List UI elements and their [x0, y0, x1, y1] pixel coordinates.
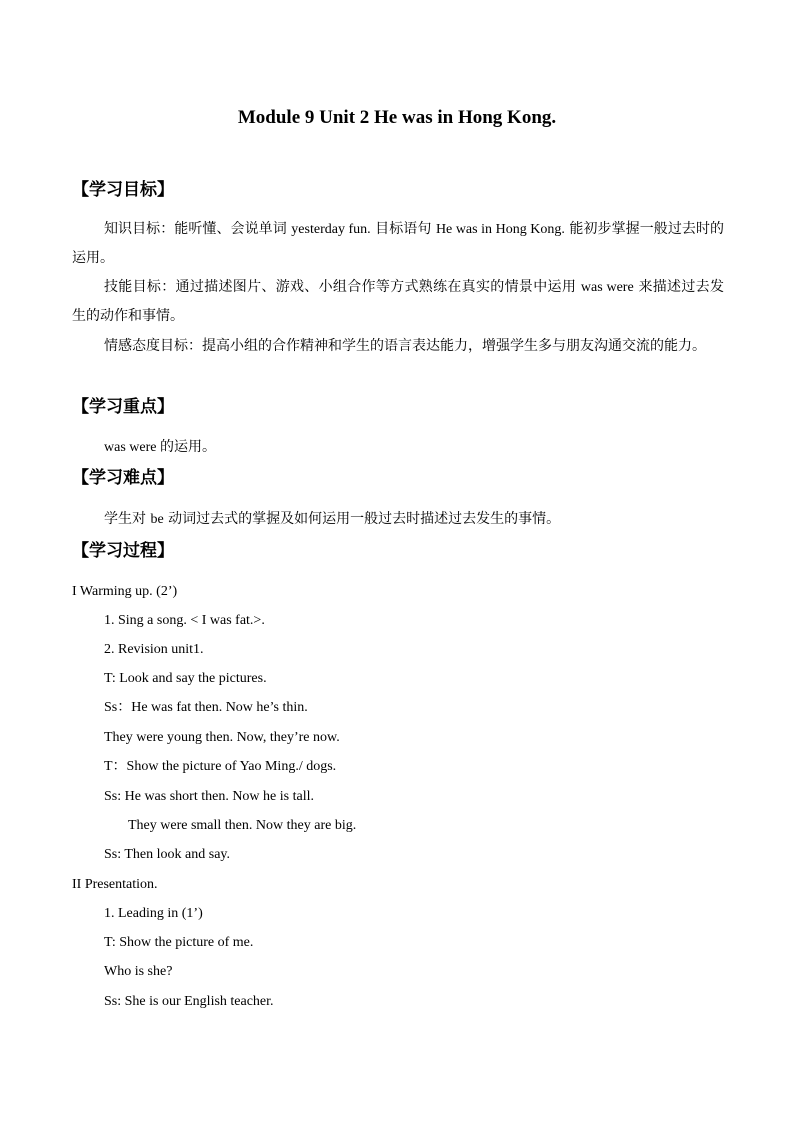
page-title: Module 9 Unit 2 He was in Hong Kong.: [237, 107, 557, 128]
objectives-heading: 【学习目标】: [72, 180, 174, 200]
difficulties-word: be: [150, 512, 164, 527]
skill-text-1: 技能目标：通过描述图片、游戏、小组合作等方式熟练在真实的情景中运用: [104, 279, 581, 295]
key-points-desc: 的运用。: [159, 439, 216, 455]
difficulties-text-2: 动词过去式的掌握及如何运用一般过去时描述过去发生的事情。: [163, 511, 561, 527]
key-points-words: was were: [104, 440, 160, 455]
process-line: T：Show the picture of Yao Ming./ dogs.: [104, 759, 337, 774]
difficulties-heading: 【学习难点】: [72, 468, 174, 488]
process-line: 1. Leading in (1’): [104, 906, 203, 921]
knowledge-sentence: He was in Hong Kong.: [435, 222, 565, 237]
knowledge-objective: [72, 215, 724, 273]
process-line: Ss：He was fat then. Now he’s thin.: [104, 700, 308, 715]
process-heading: 【学习过程】: [72, 541, 174, 561]
knowledge-text-1: 知识目标：能听懂、会说单词: [104, 221, 292, 237]
difficulties-text-1: 学生对: [104, 511, 151, 527]
process-line: T: Show the picture of me.: [104, 935, 254, 950]
process-line: They were small then. Now they are big.: [128, 818, 357, 833]
process-line: 2. Revision unit1.: [104, 642, 204, 657]
knowledge-words: yesterday fun.: [291, 222, 371, 237]
key-points-heading: 【学习重点】: [72, 397, 174, 417]
process-line: I Warming up. (2’): [72, 584, 178, 599]
key-points-text: [72, 433, 724, 462]
knowledge-text-2: 目标语句: [370, 221, 436, 237]
skill-objective: [72, 273, 724, 331]
process-line: Ss: She is our English teacher.: [104, 994, 274, 1009]
process-line: Ss: He was short then. Now he is tall.: [104, 789, 314, 804]
process-line: II Presentation.: [72, 877, 158, 892]
skill-words: was were: [580, 280, 634, 295]
process-line: They were young then. Now, they’re now.: [104, 730, 340, 745]
process-line: Ss: Then look and say.: [104, 847, 230, 862]
emotion-objective: 情感态度目标：提高小组的合作精神和学生的语言表达能力，增强学生多与朋友沟通交流的能力。: [104, 338, 706, 354]
process-line: T: Look and say the pictures.: [104, 671, 267, 686]
skill-text-2: 来描述过去发生的动作和事情。: [72, 279, 724, 324]
process-line: 1. Sing a song. < I was fat.>.: [104, 613, 265, 628]
knowledge-text-3: 能初步掌握一般过去时的运用。: [72, 221, 724, 266]
difficulties-text: [72, 505, 724, 534]
process-line: Who is she?: [104, 964, 173, 979]
